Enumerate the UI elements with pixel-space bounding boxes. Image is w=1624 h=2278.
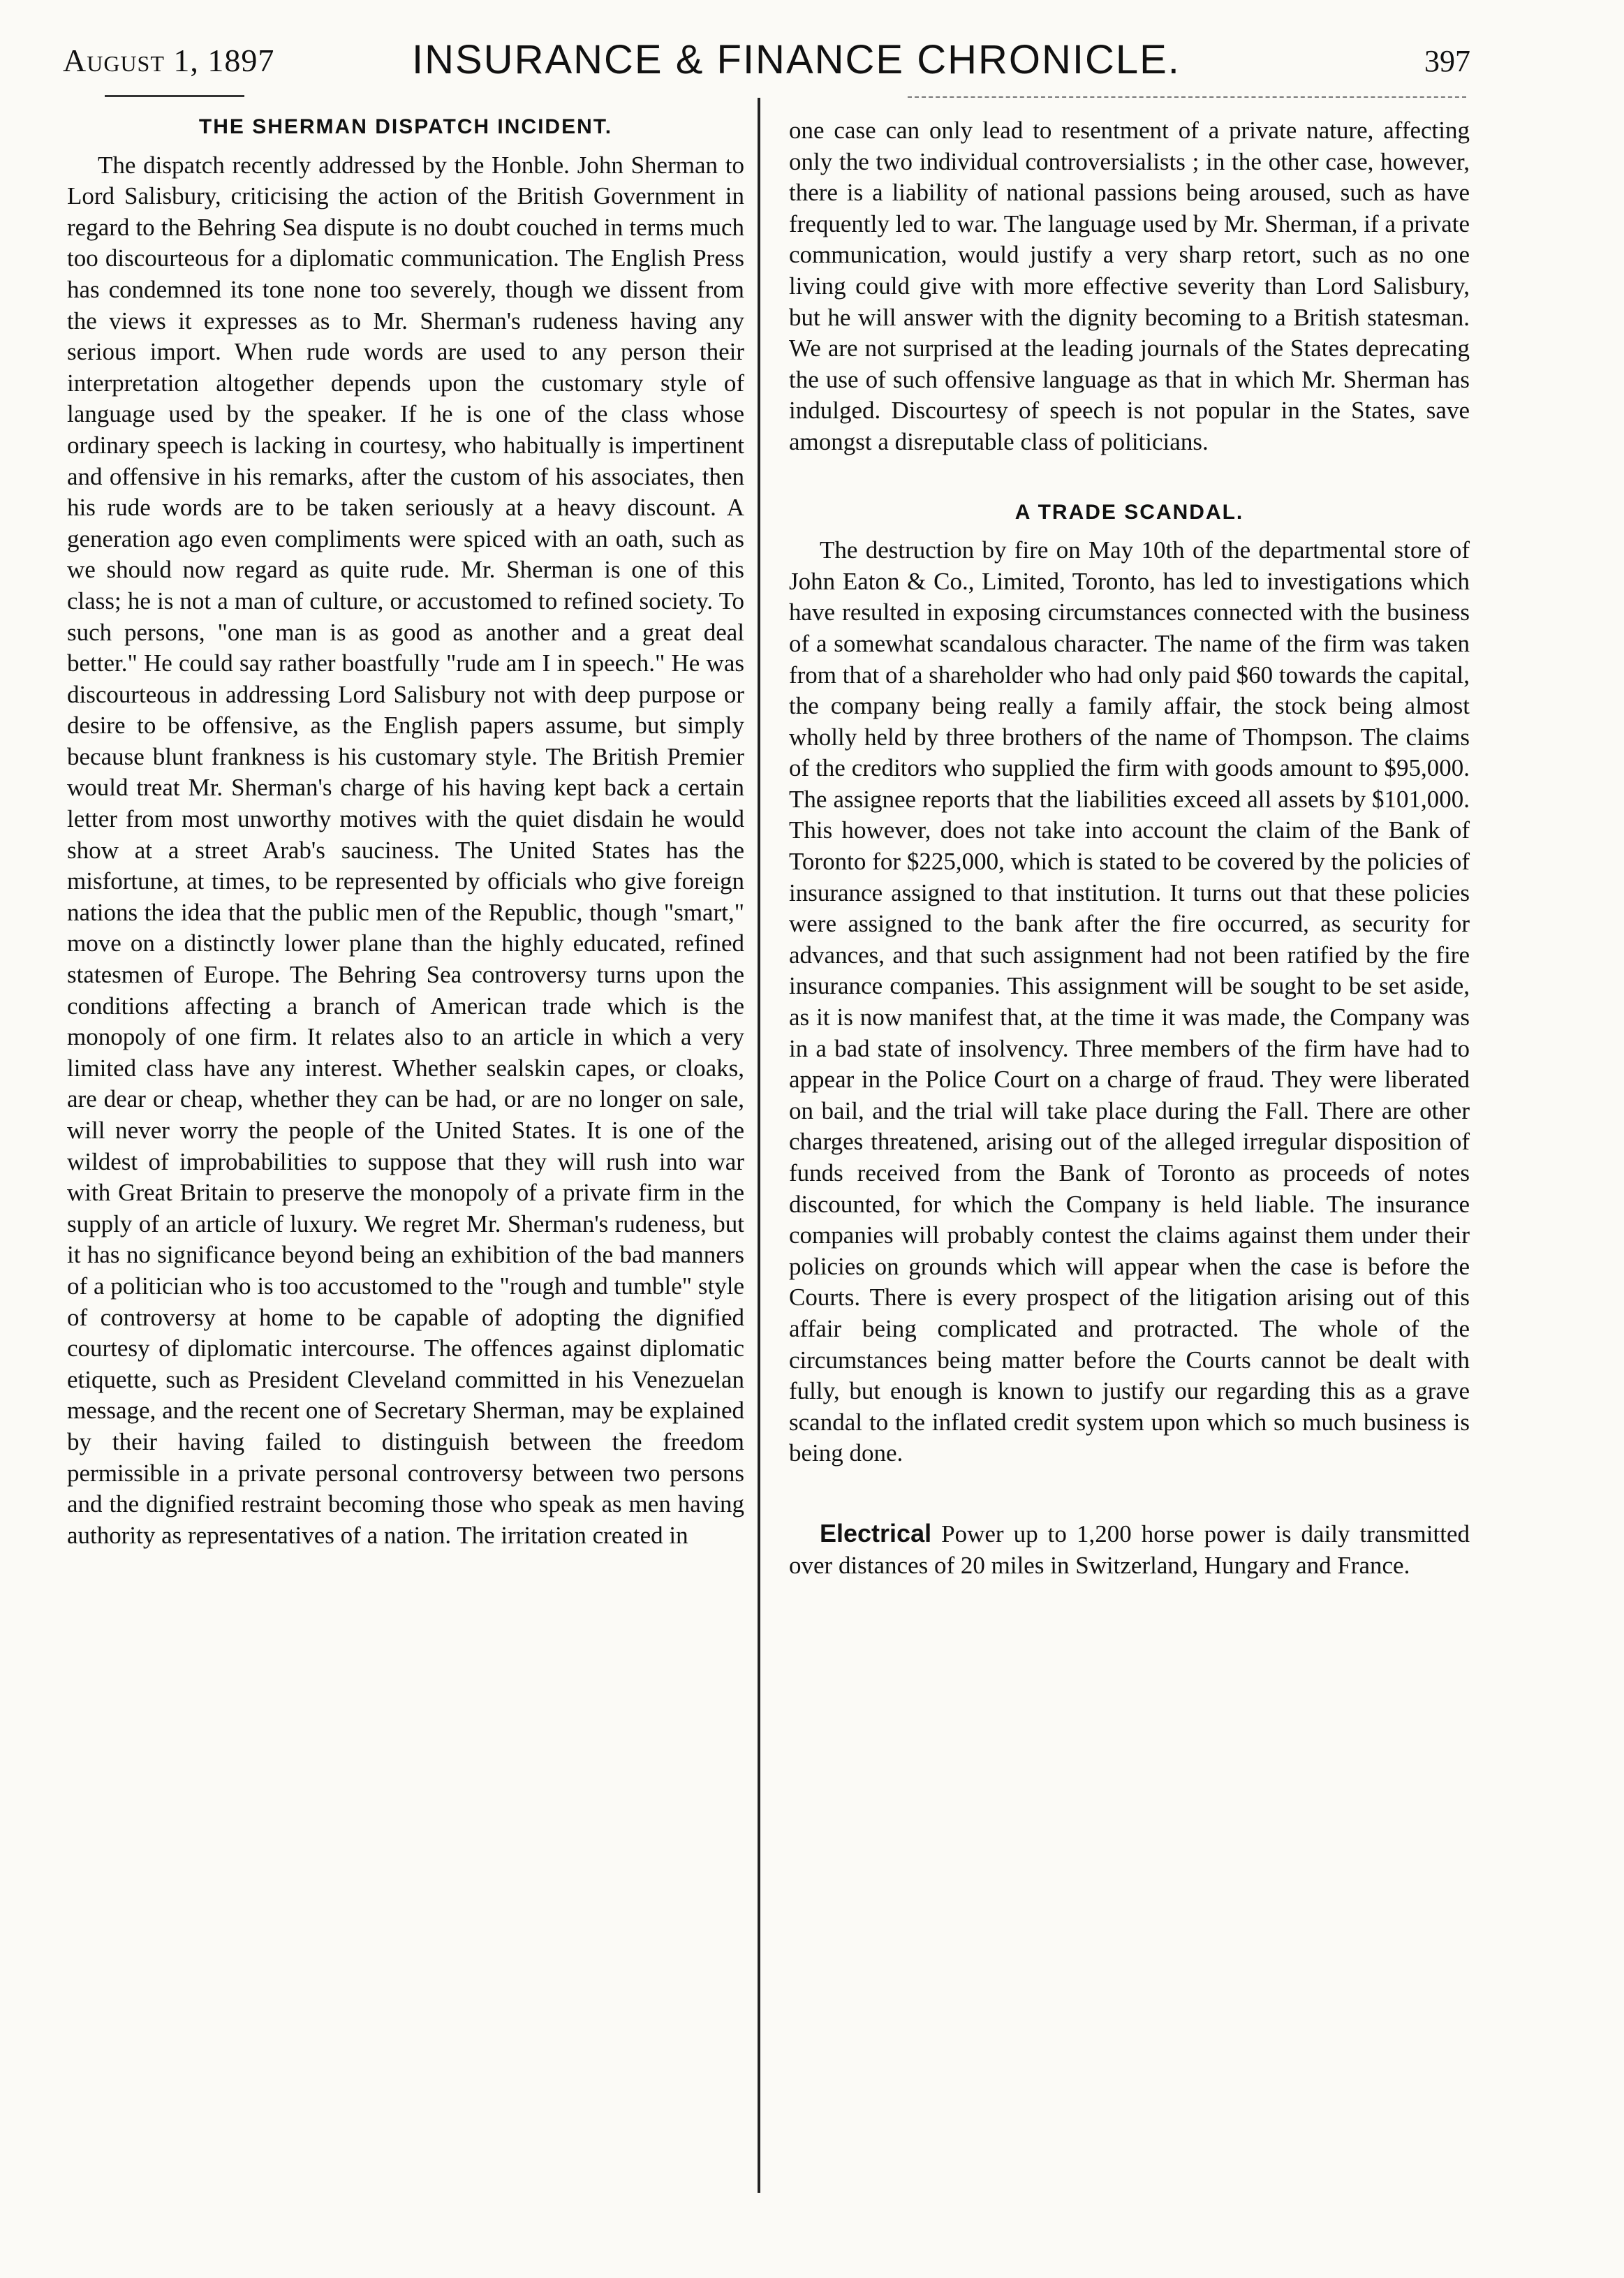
electrical-note <box>789 1518 1470 1581</box>
article-heading-trade-scandal: A TRADE SCANDAL. <box>1014 500 1244 524</box>
page-header <box>42 36 1470 85</box>
section-gap <box>789 458 1470 497</box>
header-rule-right <box>908 96 1466 98</box>
right-column <box>789 115 1470 1581</box>
article-body-sherman-part1: The dispatch recently addressed by the Honble. John Sherman to Lord Salisbury, criticising the action of the British Government in regard to the Behring Sea dispute is no doubt couched in terms much too discourteous for a diplomatic communication. The English Press has condemned its tone none too severely, though we dissent from the views it expresses as to Mr. Sherman's rudeness having any serious import. When rude words are used to any person their interpretation altogether depends upon the customary style of language used by the speaker. If he is one of the class whose ordinary speech is lacking in courtesy, who habitually is impertinent and offensive in his remarks, after the custom of his associates, then his rude words are to be taken seriously at a heavy discount. A generation ago even compliments were spiced with an oath, such as we should now regard as quite rude. Mr. Sherman is one of this class; he is not a man of culture, or accustomed to refined society. To such persons, "one man is as good as another and a great deal better." He could say rather boastfully "rude am I in speech." He was discourteous in addressing Lord Salisbury not with deep purpose or desire to be offensive, as the English papers assume, but simply because blunt frankness is his customary style. The British Premier would treat Mr. Sherman's charge of his having kept back a certain letter from most unworthy motives with the quiet disdain he would show at a street Arab's sauciness. The United States has the misfortune, at times, to be represented by officials who give foreign nations the idea that the public men of the Republic, though "smart," move on a distinctly lower plane than the highly educated, refined statesmen of Europe. The Behring Sea controversy turns upon the conditions affecting a branch of American trade which is the monopoly of one firm. It relates also to an article in which a very limited class have any interest. Whether sealskin capes, or cloaks, are dear or cheap, whether they can be had, or are no longer on sale, will never worry the people of the United States. It is one of the wildest of improbabilities to suppose that they will rush into war with Great Britain to preserve the monopoly of a private firm in the supply of an article of luxury. We regret Mr. Sherman's rudeness, but it has no significance beyond being an exhibition of the bad manners of a politician who is too accustomed to the "rough and tumble" style of controversy at home to be capable of adopting the dignified courtesy of diplomatic intercourse. The offences against diplomatic etiquette, such as President Cleveland committed in his Venezuelan message, and the recent one of Secretary Sherman, may be explained by their having failed to distinguish between the freedom permissible in a private personal controversy between two persons and the dignified restraint becoming those who speak as men having authority as representatives of a nation. The irritation created in <box>67 151 744 1549</box>
electrical-note-lead: Electrical <box>820 1518 932 1548</box>
left-column <box>67 112 744 1551</box>
page-number: 397 <box>1424 44 1470 78</box>
column-divider <box>758 98 760 2193</box>
article-body-trade-scandal: The destruction by fire on May 10th of the departmental store of John Eaton & Co., Limited, Toronto, has led to investigations which have resulted in exposing circumstances connected with the business of a somewhat scandalous character. The name of the firm was taken from that of a shareholder who had only paid $60 towards the capital, the company being really a family affair, the stock being almost wholly held by three brothers of the name of Thompson. The claims of the creditors who supplied the firm with goods amount to $95,000. The assignee reports that the liabilities exceed all assets by $101,000. This however, does not take into account the claim of the Bank of Toronto for $225,000, which is stated to be covered by the policies of insurance assigned to that institution. It turns out that these policies were assigned to the bank after the fire occurred, as security for advances, and that such assignment had not been ratified by the fire insurance companies. This assignment will be sought to be set aside, as it is now manifest that, at the time it was made, the Company was in a bad state of insolvency. Three members of the firm have had to appear in the Police Court on a charge of fraud. They were liberated on bail, and the trial will take place during the Fall. There are other charges threatened, arising out of the alleged irregular disposition of funds received from the Bank of Toronto as proceeds of notes discounted, for which the Company is held liable. The insurance companies will probably contest the claims against them under their policies on grounds which will appear when the case is before the Courts. There is every prospect of the litigation arising out of this affair being complicated and protracted. The whole of the circumstances being matter before the Courts cannot be dealt with fully, but enough is known to justify our regarding this as a grave scandal to the inflated credit system upon which so much business is being done. <box>789 536 1470 1467</box>
article-body-sherman-part2: one case can only lead to resentment of a private nature, affecting only the two individual controversialists ; in the other case, however, there is a liability of national passions being aroused, such as have frequently led to war. The language used by Mr. Sherman, if a private communication, would justify a very sharp retort, such as no one living could give with more effective severity than Lord Salisbury, but he will answer with the dignity becoming to a British statesman. We are not surprised at the leading journals of the States deprecating the use of such offensive language as that in which Mr. Sherman has indulged. Discourtesy of speech is not popular in the States, save amongst a disreputable class of politicians. <box>789 117 1470 455</box>
electrical-note-body: Power up to 1,200 horse power is daily transmitted over distances of 20 miles in Switzerland, Hungary and France. <box>789 1520 1470 1579</box>
issue-date: August 1, 1897 <box>63 43 275 78</box>
publication-title: INSURANCE & FINANCE CHRONICLE. <box>412 37 1181 82</box>
section-gap <box>789 1469 1470 1518</box>
header-rule-left <box>105 95 244 97</box>
article-heading-sherman: THE SHERMAN DISPATCH INCIDENT. <box>198 115 613 138</box>
